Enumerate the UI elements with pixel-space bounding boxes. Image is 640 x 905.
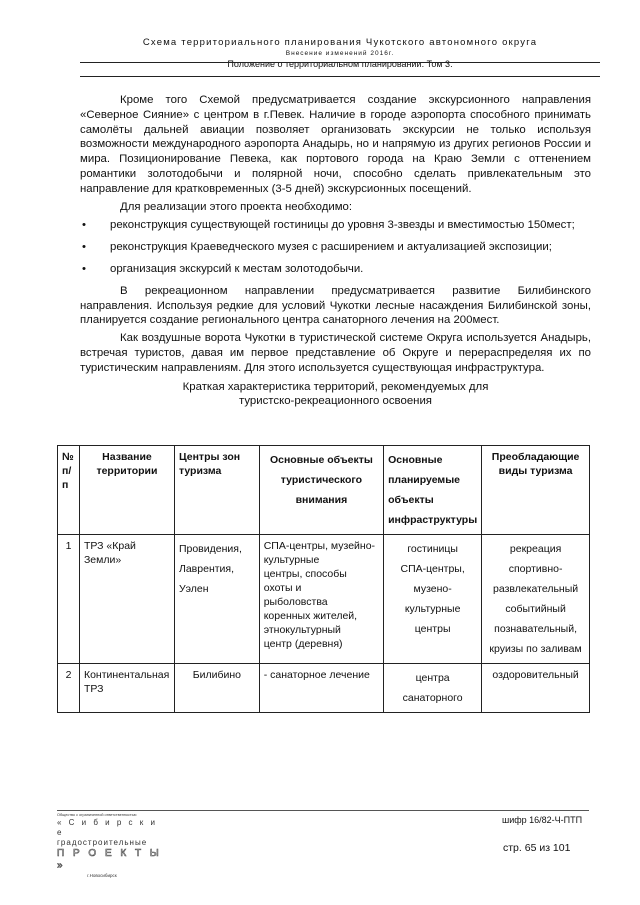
list-item: • организация экскурсий к местам золотодобычи. <box>82 262 364 275</box>
cell-name: Континентальная ТРЗ <box>79 664 174 713</box>
header-rule-bottom <box>80 76 600 77</box>
body-text <box>80 93 591 409</box>
page-number: стр. 65 из 101 <box>503 842 571 854</box>
bullet-icon: • <box>82 241 86 254</box>
header-title: Схема территориального планирования Чукотского автономного округа <box>142 37 538 48</box>
cell-number: 1 <box>58 535 80 664</box>
col-header-objects: Основные объекты туристического внимания <box>259 446 383 535</box>
col-header-number: № п/ п <box>58 446 80 535</box>
paragraph-severnoe-siyanie: Кроме того Схемой предусматривается создание экскурсионного направления «Северное Сияние» с центром в г.Певек. Наличие в городе аэропорта способного принимать самолёты дальней авиации позволяет организовать экскурсии не только используя возможности международного аэропорта Анадырь, но и напрямую из других регионов России и мира. Позиционирование Певека, как портового города на Краю Земли с оттенением романтики золотодобычи и полярной ночи, способно сделать привлекательным это направление для кратковременных (3-5 дней) экскурсионных посещений. <box>80 94 591 195</box>
cell-infrastructure: центра санаторного <box>384 664 482 713</box>
cell-number: 2 <box>58 664 80 713</box>
paragraph-anadyr: Как воздушные ворота Чукотки в туристической системе Округа используется Анадырь, встречая туристов, давая им первое представление об Округе и перераспределяя их по туристическим направлениям. Для этого используется существующая инфраструктура. <box>80 332 591 374</box>
col-header-kinds: Преобладающие виды туризма <box>482 446 590 535</box>
cell-objects: СПА-центры, музейно- культурные центры, способы охоты и рыболовства коренных жителей, этнокультурный центр (деревня) <box>259 535 383 664</box>
col-header-name: Название территории <box>79 446 174 535</box>
page-header <box>80 37 600 70</box>
col-header-centers: Центры зон туризма <box>174 446 259 535</box>
cell-name: ТРЗ «Край Земли» <box>79 535 174 664</box>
list-item: • реконструкция существующей гостиницы до уровня 3-звезды и вместимостью 150мест; <box>82 219 575 232</box>
bullet-icon: • <box>82 262 86 275</box>
footer-rule <box>57 810 589 811</box>
company-logo: Общество с ограниченной ответственностью « С и б и р с к и е градостроительные П Р О Е К Т Ы » г.Новосибирск <box>57 813 162 878</box>
header-rule-top <box>80 62 600 63</box>
cell-centers: Провидения, Лаврентия, Уэлен <box>174 535 259 664</box>
cell-centers: Билибино <box>174 664 259 713</box>
cell-kinds: рекреация спортивно- развлекательный событийный познавательный, круизы по заливам <box>482 535 590 664</box>
list-item: • реконструкция Краеведческого музея с расширением и актуализацией экспозиции; <box>82 241 552 254</box>
cell-objects: - санаторное лечение <box>259 664 383 713</box>
table-row <box>58 664 590 713</box>
paragraph-requirements: Для реализации этого проекта необходимо: <box>120 200 353 213</box>
territories-table <box>57 445 590 713</box>
cell-kinds: оздоровительный <box>482 664 590 713</box>
table-caption: Краткая характеристика территорий, рекомендуемых для туристско-рекреационного освоения <box>182 380 489 408</box>
col-header-infrastructure: Основные планируемые объекты инфраструктуры <box>384 446 482 535</box>
cell-infrastructure: гостиницы СПА-центры, музено- культурные центры <box>384 535 482 664</box>
header-volume: Положение о территориальном планировании. Том 3. <box>227 59 453 69</box>
paragraph-bilibino: В рекреационном направлении предусматривается развитие Билибинского направления. Используя редкие для условий Чукотки лесные насаждения Билибинской зоны, планируется создание регионального центра санаторного лечения на 200мест. <box>80 284 591 327</box>
document-cipher: шифр 16/82-Ч-ПТП <box>502 815 583 825</box>
table-row <box>58 535 590 664</box>
header-revision: Внесение изменений 2016г. <box>285 50 395 57</box>
bullet-icon: • <box>82 219 86 232</box>
table-header-row <box>58 446 590 535</box>
requirements-list <box>80 218 591 276</box>
